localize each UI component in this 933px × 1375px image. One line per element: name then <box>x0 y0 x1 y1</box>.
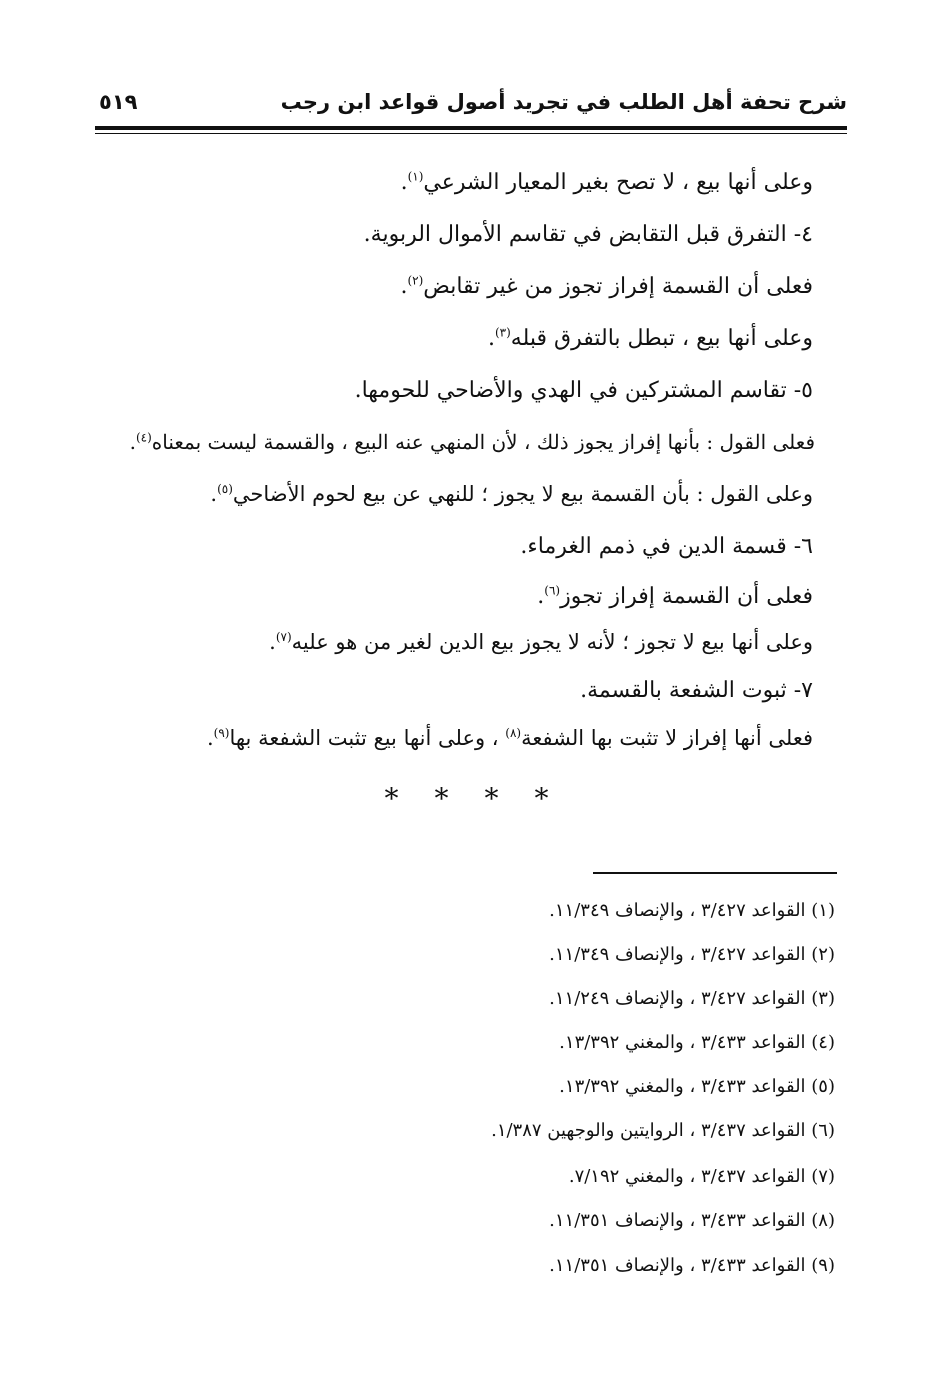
footnote-ref: (٧) <box>275 630 292 644</box>
body-line-12: فعلى أنها إفراز لا تثبت بها الشفعة$^{(٨)}$ ، وعلى أنها بيع تثبت الشفعة بها$^{(٩)}$. <box>206 726 813 750</box>
footnote-5: (٥) القواعد ٣/٤٣٣ ، والمغني ١٣/٣٩٢. <box>559 1076 835 1097</box>
body-line-2: ٤- التفرق قبل التقابض في تقاسم الأموال الربوية. <box>363 222 813 247</box>
body-line-8: ٦- قسمة الدين في ذمم الغرماء. <box>520 534 813 559</box>
book-title: شرح تحفة أهل الطلب في تجريد أصول قواعد ابن رجب <box>280 90 847 114</box>
footnote-4: (٤) القواعد ٣/٤٣٣ ، والمغني ١٣/٣٩٢. <box>559 1032 835 1053</box>
footnote-ref: (٤) <box>135 430 152 445</box>
page-number: ٥١٩ <box>99 90 138 114</box>
footnote-ref: (٣) <box>494 325 511 340</box>
asterisk-icon: * <box>484 782 499 815</box>
footnote-9: (٩) القواعد ٣/٤٣٣ ، والإنصاف ١١/٣٥١. <box>549 1255 835 1276</box>
footnote-8: (٨) القواعد ٣/٤٣٣ ، والإنصاف ١١/٣٥١. <box>549 1210 835 1231</box>
body-line-10: وعلى أنها بيع لا تجوز ؛ لأنه لا يجوز بيع الدين لغير من هو عليه$^{(٧)}$. <box>269 630 813 654</box>
body-line-7: وعلى القول : بأن القسمة بيع لا يجوز ؛ للنهي عن بيع لحوم الأضاحي$^{(٥)}$. <box>210 482 813 506</box>
footnote-ref: (٥) <box>217 482 233 496</box>
body-line-1: وعلى أنها بيع ، لا تصح بغير المعيار الشرعي$^{(١)}$. <box>400 169 813 195</box>
asterisk-icon: * <box>434 782 449 815</box>
body-line-3: فعلى أن القسمة إفراز تجوز من غير تقابض$^{(٢)}$. <box>400 273 813 299</box>
footnote-1: (١) القواعد ٣/٤٢٧ ، والإنصاف ١١/٣٤٩. <box>549 900 835 921</box>
footnote-ref: (١) <box>407 169 424 184</box>
body-line-9: فعلى أن القسمة إفراز تجوز$^{(٦)}$. <box>537 583 813 609</box>
body-line-4: وعلى أنها بيع ، تبطل بالتفرق قبله$^{(٣)}$. <box>487 325 813 351</box>
footnote-ref: (٩) <box>213 726 230 740</box>
body-line-5: ٥- تقاسم المشتركين في الهدي والأضاحي للحومها. <box>354 378 813 403</box>
footnote-rule <box>593 872 837 874</box>
footnote-3: (٣) القواعد ٣/٤٢٧ ، والإنصاف ١١/٢٤٩. <box>549 988 835 1009</box>
header-rule-thin <box>95 133 847 134</box>
footnote-7: (٧) القواعد ٣/٤٣٧ ، والمغني ٧/١٩٢. <box>568 1166 835 1187</box>
asterisk-icon: * <box>384 782 399 815</box>
footnote-ref: (٢) <box>407 273 424 288</box>
footnote-2: (٢) القواعد ٣/٤٢٧ ، والإنصاف ١١/٣٤٩. <box>549 944 835 965</box>
footnote-ref: (٦) <box>544 583 561 598</box>
footnote-6: (٦) القواعد ٣/٤٣٧ ، الروايتين والوجهين ١/٣٨٧. <box>491 1120 835 1141</box>
running-header <box>95 88 847 122</box>
footnote-ref: (٨) <box>505 726 522 740</box>
body-line-11: ٧- ثبوت الشفعة بالقسمة. <box>580 678 813 703</box>
header-rule-thick <box>95 126 847 130</box>
body-line-6: فعلى القول : بأنها إفراز يجوز ذلك ، لأن المنهي عنه البيع ، والقسمة ليست بمعناه$^{(٤)}$. <box>129 430 815 454</box>
asterisk-icon: * <box>534 782 549 815</box>
section-separator <box>0 782 933 815</box>
